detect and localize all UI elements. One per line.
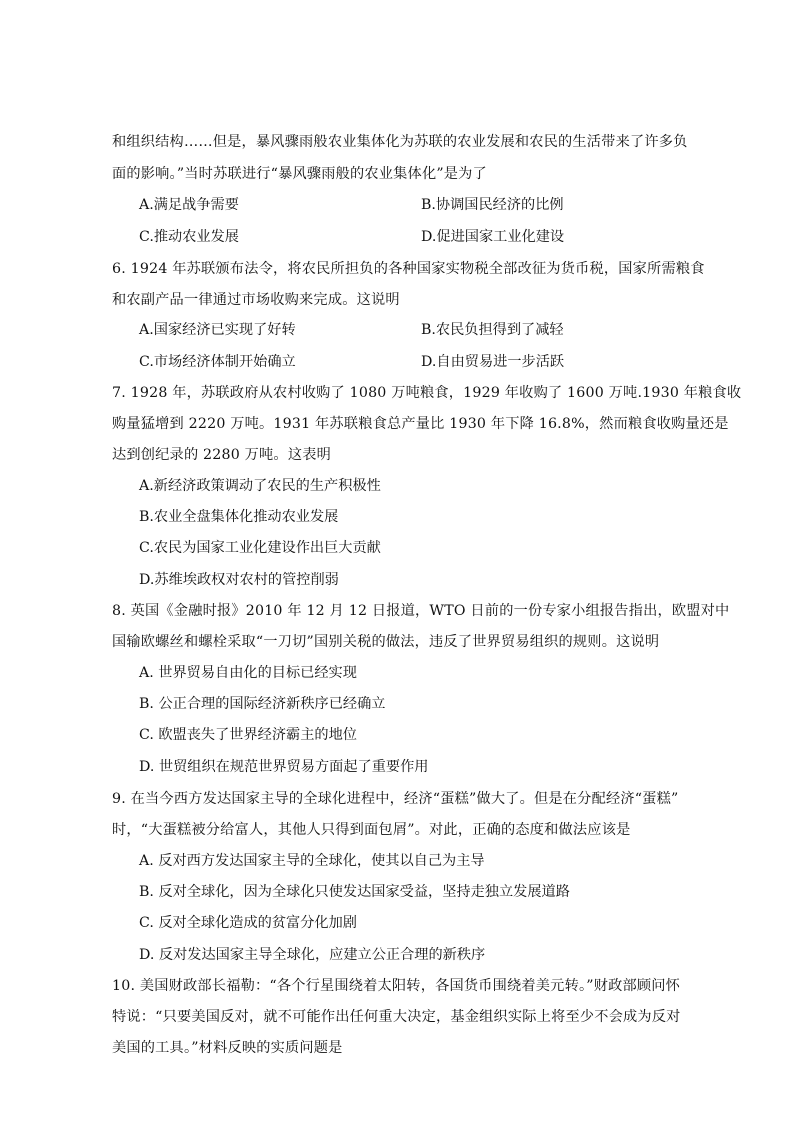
q8-option-a: A. 世界贸易自由化的目标已经实现 [139, 665, 357, 681]
q6-option-d: D.自由贸易进一步活跃 [421, 354, 565, 370]
q6-stem-line-1: 6. 1924 年苏联颁布法令，将农民所担负的各种国家实物税全部改征为货币税，国家所需粮食 [112, 261, 705, 277]
q6-option-c: C.市场经济体制开始确立 [139, 354, 296, 370]
q6-stem-line-2: 和农副产品一律通过市场收购来完成。这说明 [112, 292, 400, 308]
q9-option-c: C. 反对全球化造成的贫富分化加剧 [139, 915, 357, 931]
q10-stem-line-2: 特说：“只要美国反对，就不可能作出任何重大决定，基金组织实际上将至少不会成为反对 [112, 1009, 681, 1025]
q8-option-d: D. 世贸组织在规范世界贸易方面起了重要作用 [139, 759, 429, 775]
q7-option-a: A.新经济政策调动了农民的生产积极性 [139, 478, 381, 494]
q8-option-c: C. 欧盟丧失了世界经济霸主的地位 [139, 727, 357, 743]
q10-stem-line-1: 10. 美国财政部长福勒：“各个行星围绕着太阳转，各国货币围绕着美元转。”财政部顾问怀 [112, 978, 681, 994]
q9-stem-line-1: 9. 在当今西方发达国家主导的全球化进程中，经济“蛋糕”做大了。但是在分配经济“蛋糕” [112, 791, 679, 807]
q5-option-a: A.满足战争需要 [139, 197, 239, 213]
q9-option-b: B. 反对全球化，因为全球化只使发达国家受益，坚持走独立发展道路 [139, 884, 570, 900]
q9-option-d: D. 反对发达国家主导全球化，应建立公正合理的新秩序 [139, 947, 486, 963]
q7-option-d: D.苏维埃政权对农村的管控削弱 [139, 572, 339, 588]
q7-stem-line-1: 7. 1928 年，苏联政府从农村收购了 1080 万吨粮食，1929 年收购了 1600 万吨.1930 年粮食收 [112, 385, 742, 401]
q9-stem-line-2: 时，“大蛋糕被分给富人，其他人只得到面包屑”。对此，正确的态度和做法应该是 [112, 822, 631, 838]
intro-line-1: 和组织结构……但是，暴风骤雨般农业集体化为苏联的农业发展和农民的生活带来了许多负 [112, 134, 688, 150]
q8-stem-line-1: 8. 英国《金融时报》2010 年 12 月 12 日报道，WTO 日前的一份专家小组报告指出，欧盟对中 [112, 603, 730, 619]
q10-stem-line-3: 美国的工具。”材料反映的实质问题是 [112, 1040, 343, 1056]
q7-stem-line-3: 达到创纪录的 2280 万吨。这表明 [112, 447, 331, 463]
q5-option-d: D.促进国家工业化建设 [421, 229, 565, 245]
q6-option-b: B.农民负担得到了减轻 [421, 322, 564, 338]
q5-option-c: C.推动农业发展 [139, 229, 239, 245]
q7-option-b: B.农业全盘集体化推动农业发展 [139, 509, 339, 525]
q5-option-b: B.协调国民经济的比例 [421, 197, 564, 213]
q8-option-b: B. 公正合理的国际经济新秩序已经确立 [139, 696, 386, 712]
q7-stem-line-2: 购量猛增到 2220 万吨。1931 年苏联粮食总产量比 1930 年下降 16.8%，然而粮食收购量还是 [112, 416, 729, 432]
q8-stem-line-2: 国输欧螺丝和螺栓采取“一刀切”国别关税的做法，违反了世界贸易组织的规则。这说明 [112, 634, 660, 650]
q6-option-a: A.国家经济已实现了好转 [139, 322, 296, 338]
q9-option-a: A. 反对西方发达国家主导的全球化，使其以自己为主导 [139, 853, 485, 869]
intro-line-2: 面的影响。”当时苏联进行“暴风骤雨般的农业集体化”是为了 [112, 166, 487, 182]
q7-option-c: C.农民为国家工业化建设作出巨大贡献 [139, 540, 381, 556]
